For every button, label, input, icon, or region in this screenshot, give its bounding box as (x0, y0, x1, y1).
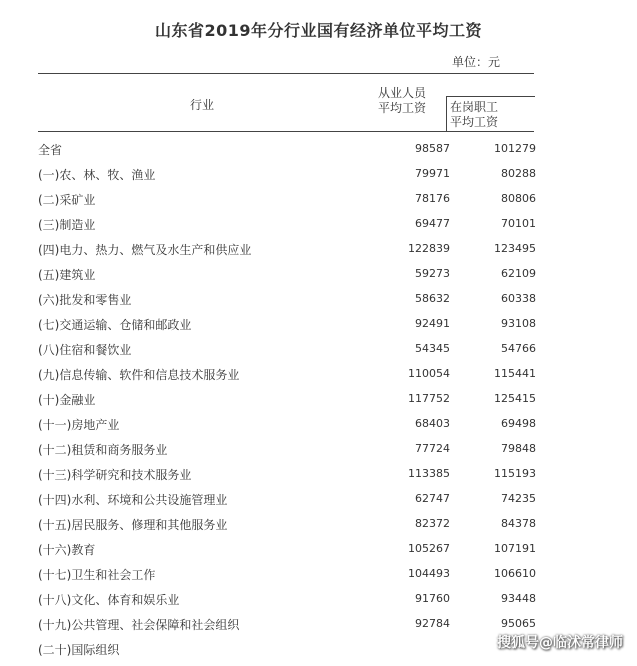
header-col2-line2: 平均工资 (450, 115, 499, 129)
row-name: (九)信息传输、软件和信息技术服务业 (38, 368, 240, 382)
row-onpost-wage: 70101 (501, 217, 536, 230)
table-row (38, 214, 538, 239)
row-name: (十四)水利、环境和公共设施管理业 (38, 493, 228, 507)
row-onpost-wage: 106610 (494, 567, 536, 580)
table-row (38, 539, 538, 564)
row-onpost-wage: 74235 (501, 492, 536, 505)
table-row (38, 489, 538, 514)
table-row (38, 189, 538, 214)
table-row (38, 239, 538, 264)
row-onpost-wage: 101279 (494, 142, 536, 155)
row-onpost-wage: 107191 (494, 542, 536, 555)
row-employee-wage: 91760 (415, 592, 450, 605)
row-name: (十七)卫生和社会工作 (38, 568, 156, 582)
row-onpost-wage: 93448 (501, 592, 536, 605)
row-onpost-wage: 115193 (494, 467, 536, 480)
header-col1-line2: 平均工资 (378, 101, 427, 115)
table-row (38, 364, 538, 389)
row-employee-wage: 77724 (415, 442, 450, 455)
row-onpost-wage: 60338 (501, 292, 536, 305)
page-title: 山东省2019年分行业国有经济单位平均工资 (154, 21, 483, 40)
row-onpost-wage: 95065 (501, 617, 536, 630)
row-onpost-wage: 115441 (494, 367, 536, 380)
table-row (38, 339, 538, 364)
row-employee-wage: 92491 (415, 317, 450, 330)
row-name: (六)批发和零售业 (38, 293, 132, 307)
row-onpost-wage: 125415 (494, 392, 536, 405)
watermark-text: 搜狐号@临沭常律师 (497, 635, 623, 651)
row-employee-wage: 98587 (415, 142, 450, 155)
row-name: (十二)租赁和商务服务业 (38, 443, 168, 457)
row-name: (五)建筑业 (38, 268, 96, 282)
row-onpost-wage: 62109 (501, 267, 536, 280)
row-employee-wage: 69477 (415, 217, 450, 230)
row-name: (三)制造业 (38, 218, 96, 232)
table-row (38, 414, 538, 439)
row-name: (七)交通运输、仓储和邮政业 (38, 318, 192, 332)
row-employee-wage: 54345 (415, 342, 450, 355)
header-bottom-rule (38, 131, 534, 132)
row-employee-wage: 113385 (408, 467, 450, 480)
row-onpost-wage: 123495 (494, 242, 536, 255)
table-row (38, 289, 538, 314)
table-row (38, 639, 538, 664)
row-name: (八)住宿和餐饮业 (38, 343, 132, 357)
row-employee-wage: 104493 (408, 567, 450, 580)
row-name: (十)金融业 (38, 393, 96, 407)
table-row (38, 264, 538, 289)
table-row (38, 589, 538, 614)
row-onpost-wage: 80288 (501, 167, 536, 180)
row-onpost-wage: 69498 (501, 417, 536, 430)
table-row (38, 164, 538, 189)
row-name: (二十)国际组织 (38, 643, 120, 657)
table-row (38, 614, 538, 639)
row-name: (十六)教育 (38, 543, 96, 557)
row-employee-wage: 79971 (415, 167, 450, 180)
unit-label: 单位：元 (452, 55, 501, 69)
row-employee-wage: 105267 (408, 542, 450, 555)
header-onpost-average-wage (450, 100, 498, 130)
row-employee-wage: 92784 (415, 617, 450, 630)
header-col2-line1: 在岗职工 (450, 100, 499, 114)
row-employee-wage: 58632 (415, 292, 450, 305)
row-employee-wage: 122839 (408, 242, 450, 255)
row-employee-wage: 78176 (415, 192, 450, 205)
row-name: (四)电力、热力、燃气及水生产和供应业 (38, 243, 252, 257)
row-name: (十三)科学研究和技术服务业 (38, 468, 192, 482)
table-row (38, 564, 538, 589)
row-name: (十八)文化、体育和娱乐业 (38, 593, 180, 607)
row-employee-wage: 59273 (415, 267, 450, 280)
table-row (38, 389, 538, 414)
header-col1-line1: 从业人员 (378, 86, 427, 100)
row-name: (十九)公共管理、社会保障和社会组织 (38, 618, 240, 632)
table-row (38, 514, 538, 539)
row-name: (十五)居民服务、修理和其他服务业 (38, 518, 228, 532)
row-employee-wage: 117752 (408, 392, 450, 405)
table-row (38, 464, 538, 489)
row-onpost-wage: 84378 (501, 517, 536, 530)
table-top-rule (38, 73, 534, 74)
row-onpost-wage: 80806 (501, 192, 536, 205)
row-onpost-wage: 93108 (501, 317, 536, 330)
row-employee-wage: 68403 (415, 417, 450, 430)
row-employee-wage: 62747 (415, 492, 450, 505)
row-onpost-wage: 54766 (501, 342, 536, 355)
row-employee-wage: 82372 (415, 517, 450, 530)
table-row (38, 139, 538, 164)
row-name: (一)农、林、牧、渔业 (38, 168, 156, 182)
row-onpost-wage: 79848 (501, 442, 536, 455)
row-name: 全省 (38, 143, 63, 157)
row-name: (十一)房地产业 (38, 418, 120, 432)
header-industry: 行业 (190, 98, 215, 112)
header-employee-average-wage (378, 86, 426, 116)
row-employee-wage: 110054 (408, 367, 450, 380)
table-row (38, 439, 538, 464)
table-row (38, 314, 538, 339)
row-name: (二)采矿业 (38, 193, 96, 207)
